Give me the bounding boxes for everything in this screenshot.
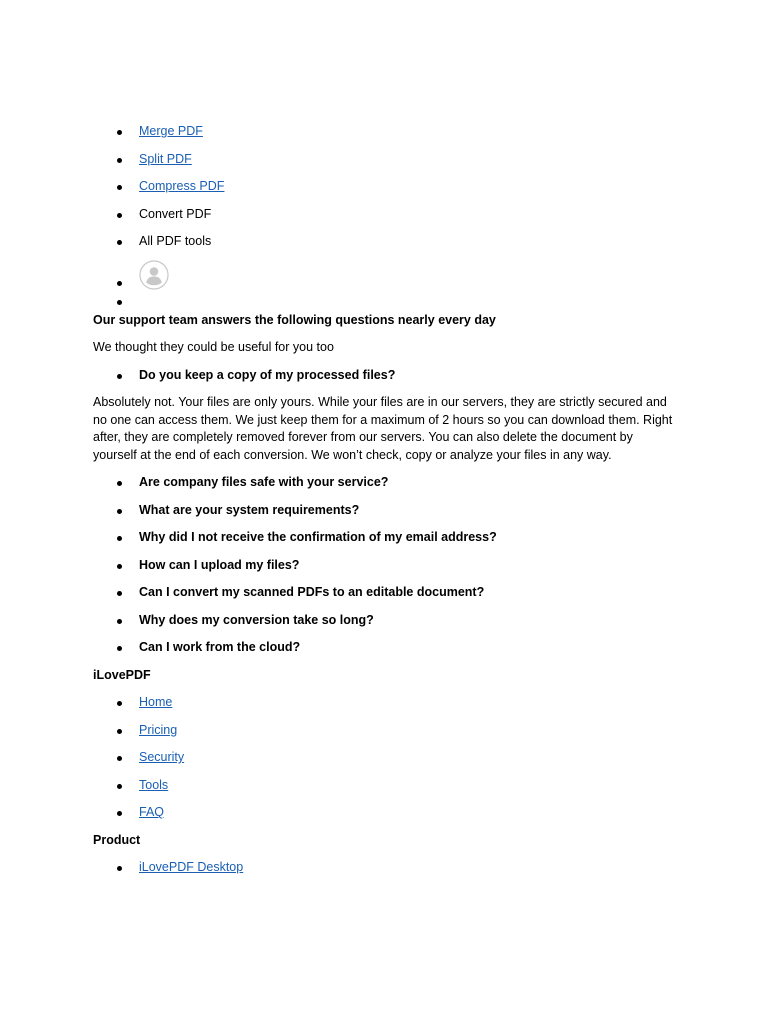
tools-link[interactable]: Tools <box>139 777 169 792</box>
footer-link-item <box>93 804 673 821</box>
faq-link[interactable]: FAQ <box>139 805 165 820</box>
convert-pdf-label[interactable]: Convert PDF <box>139 206 212 221</box>
nav-item-all-pdf-tools <box>93 233 673 250</box>
nav-item-empty <box>93 293 673 310</box>
home-link[interactable]: Home <box>139 695 173 710</box>
top-nav-list <box>93 123 673 310</box>
faq-question[interactable]: Can I convert my scanned PDFs to an editable document? <box>93 584 673 601</box>
nav-item-convert-pdf <box>93 206 673 223</box>
faq-question[interactable]: Do you keep a copy of my processed files? <box>93 367 673 384</box>
nav-item-split-pdf <box>93 151 673 168</box>
document-page <box>93 123 673 887</box>
footer-link-item <box>93 777 673 794</box>
footer-ilovepdf-heading: iLovePDF <box>93 667 151 682</box>
faq-question[interactable]: Are company files safe with your service? <box>93 474 673 491</box>
footer-ilovepdf-links <box>93 694 673 821</box>
footer-link-item <box>93 749 673 766</box>
pricing-link[interactable]: Pricing <box>139 722 178 737</box>
nav-item-compress-pdf <box>93 178 673 195</box>
user-avatar-icon[interactable] <box>139 260 169 290</box>
faq-question[interactable]: What are your system requirements? <box>93 502 673 519</box>
faq-question[interactable]: Why did I not receive the confirmation of my email address? <box>93 529 673 546</box>
footer-product-heading: Product <box>93 832 141 847</box>
faq-subheading: We thought they could be useful for you too <box>93 340 334 354</box>
faq-answer: Absolutely not. Your files are only yours. While your files are in our servers, they are strictly secured and no one can access them. We just keep them for a maximum of 2 hours so you can download them. Right after, they are completely removed forever from our servers. You can also delete the document by yourself at the end of each conversion. We won’t check, copy or analyze your files in any way. <box>93 395 673 462</box>
nav-item-merge-pdf <box>93 123 673 140</box>
nav-item-avatar <box>93 261 673 291</box>
faq-question[interactable]: Why does my conversion take so long? <box>93 612 673 629</box>
compress-pdf-link[interactable]: Compress PDF <box>139 179 225 193</box>
faq-question-list <box>93 474 673 656</box>
footer-link-item <box>93 859 673 876</box>
faq-heading: Our support team answers the following questions nearly every day <box>93 312 496 327</box>
all-pdf-tools-label[interactable]: All PDF tools <box>139 234 212 248</box>
footer-link-item <box>93 722 673 739</box>
footer-product-links <box>93 859 673 876</box>
faq-question[interactable]: How can I upload my files? <box>93 557 673 574</box>
faq-question[interactable]: Can I work from the cloud? <box>93 639 673 656</box>
security-link[interactable]: Security <box>139 750 185 765</box>
split-pdf-link[interactable]: Split PDF <box>139 151 192 166</box>
footer-link-item <box>93 694 673 711</box>
merge-pdf-link[interactable]: Merge PDF <box>139 124 203 138</box>
ilovepdf-desktop-link[interactable]: iLovePDF Desktop <box>139 860 244 875</box>
faq-first-question-list <box>93 367 673 384</box>
